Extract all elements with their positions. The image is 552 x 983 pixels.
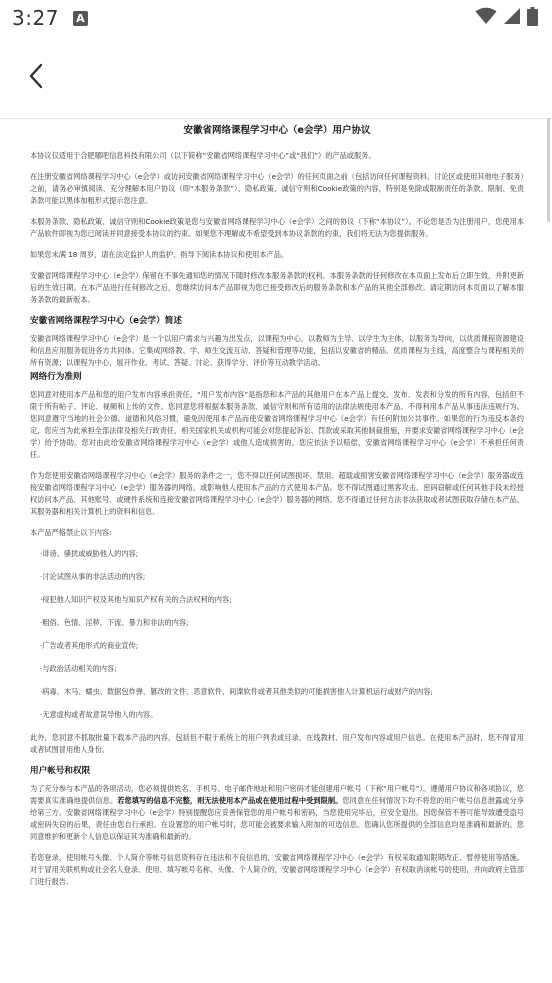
status-right xyxy=(475,7,538,30)
signal-icon xyxy=(503,7,521,29)
list-item: ·讨论试图从事的非法活动的内容; xyxy=(40,572,146,581)
list-item: ·诽谤、骚扰或威胁他人的内容; xyxy=(40,549,139,558)
paragraph-modification: 安徽省网络课程学习中心（e会学）保留在不事先通知您的情况下随时修改本服务条款的权利。本服务条款的任何修改在本页面上发布后立即生效，并附更新后的生效日期。在本产品进行任何修改之后，您继续访问本产品即视为您已接受修改后的服务条款和本产品的其他全部修改。请定期访问本页面以了解本服务条款的最新版本。 xyxy=(30,271,524,304)
prohibited-list xyxy=(30,548,524,721)
top-bar-divider xyxy=(0,118,552,119)
paragraph-scraping: 此外，您同意不抓取批量下载本产品的内容，包括但不限于系统上的用户列表或目录、在线教材、用户发布内容或用户信息。在使用本产品时，您不得冒用或者试图冒用他人身份。 xyxy=(30,733,524,754)
paragraph-intro: 安徽省网络课程学习中心（e会学）是一个以用户需求与兴趣为出发点，以课程为中心，以教师为主导、以学生为主体，以服务为导向，以优质课程资源建设和信息应用服务促进各方共同体。它集成网络教、学、师生交流互动、答疑和管理等功能，包括以安徽省的精品、优质课程为主线，高度整合与课程相关的所有资源；以课程为中心，展开作业、考试、答疑、讨论、获得学分、评价等互动教学活动。 xyxy=(30,334,524,367)
paragraph-account-info: 若您登录、使用帐号头像、个人简介等帐号信息资料存在违法和不良信息的，安徽省网络课程学习中心（e会学）有权采取通知限期改正、暂停使用等措施。对于冒用关联机构或社会名人登录、使用、填写帐号名称、头像、个人简介的，安徽省网络课程学习中心（e会学）有权取消该帐号的使用，并向政府主管部门进行报告。 xyxy=(30,853,524,886)
section-heading-account: 用户帐号和权限 xyxy=(30,766,91,776)
list-item: ·病毒、木马、蠕虫、数据包炸弹、篡改的文件、恶意软件、间谍软件或者其他类似的可能损害他人计算机运行或财产的内容; xyxy=(40,687,433,696)
status-left xyxy=(12,6,88,30)
list-item: ·侵犯他人知识产权及其他与知识产权有关的合法权利的内容; xyxy=(40,595,232,604)
status-time: 3:27 xyxy=(12,6,59,30)
paragraph-scope: 本协议仅适用于合肥哪吧信息科技有限公司（以下简称“安徽省网络课程学习中心”或“我们”）的产品或服务。 xyxy=(30,151,376,160)
paragraph-agreement-definition: 本服务条款、隐私政策、诚信守则和Cookie政策是您与安徽省网络课程学习中心（e会学）之间的协议（下称“本协议”）。不论您是否为注册用户，您使用本产品软件即视为您已阅读并同意接受本协议的约束。如果您不理解或不希望受到本协议条款的约束，我们将无法为您提供服务。 xyxy=(30,217,524,238)
paragraph-no-damage: 作为您使用安徽省网络课程学习中心（e会学）服务的条件之一，您不得以任何试图损坏、禁用、超载或损害安徽省网络课程学习中心（e会学）服务器或连接安徽省网络课程学习中心（e会学）服务器的网络，或影响他人使用本产品的方式使用本产品。您不得试图通过黑客攻击、密码窃解或任何其他手段未经授权访问本产品、其他账号、或硬件系统和连接安徽省网络课程学习中心（e会学）服务器的网络。您不得通过任何方法非法获取或者试图获取存储在本产品、其服务器和相关计算机上的资料和信息。 xyxy=(30,471,524,516)
paragraph-rules: 您同意对使用本产品和您的用户发布内容承担责任。“用户发布内容”是指您和本产品的其他用户在本产品上提交、发布、发表和分发的所有内容，包括但不限于所有帖子、评论、视频和上传的文件。您同意您将根据本服务条款、诚信守则和所有适用的法律法规使用本产品。不得利用本产品从事违法违规行为。您同意遵守当地的社会公德、道德和风俗习惯，避免因使用本产品而使安徽省网络课程学习中心（e会学）有任何附加公共事件。如果您的行为违反本条约定，您应当为此承担全部法律及相关行政责任，相关国家机关或机构可能会对您提起诉讼、罚款或采取其他制裁措施，并要求安徽省网络课程学习中心（e会学）给予协助。您对由此给安徽省网络课程学习中心（e会学）或他人造成损害的，您应依法予以赔偿，安徽省网络课程学习中心（e会学）不承担任何责任。 xyxy=(30,390,524,459)
paragraph-prohibited-intro: 本产品严格禁止以下内容: xyxy=(30,528,112,537)
list-item: ·粗俗、色情、淫秽、下流、暴力和非法的内容; xyxy=(40,618,189,627)
chevron-left-icon xyxy=(28,63,44,93)
account-text-pre: 为了充分参与本产品的各项活动，您必须提供姓名、手机号、电子邮件地址和用户密码才能创建用户帐号（下称“用户帐号”）。遵循用户协议和各项协议，您需要真实准确地提供信息。 xyxy=(30,784,524,805)
notification-a-icon: A xyxy=(73,11,88,26)
back-button[interactable] xyxy=(18,60,54,96)
section-heading-rules: 网络行为准则 xyxy=(30,372,82,382)
account-text-bold: 若您填写的信息不完整，则无法使用本产品或在使用过程中受到限制。 xyxy=(117,796,343,805)
status-bar xyxy=(0,0,552,36)
paragraph-account xyxy=(30,783,524,843)
top-app-bar xyxy=(0,36,552,120)
scrollbar-thumb[interactable] xyxy=(547,118,550,222)
paragraph-read-carefully: 在注册安徽省网络课程学习中心（e会学）或访问安徽省网络课程学习中心（e会学）的任何页面之前（包括访问任何课程资料、讨论区或使用其他电子服务）之前，请务必审慎阅读、充分理解本用户协议（即“本服务条款”）、隐私政策、诚信守则和Cookie政策的内容，特别是免除或限制责任的条款、限制、免责条款可能以黑体加粗形式提示您注意。 xyxy=(30,172,525,205)
wifi-icon xyxy=(475,7,497,29)
list-item: ·与政治活动相关的内容; xyxy=(40,664,117,673)
section-heading-intro: 安徽省网络课程学习中心（e会学）简述 xyxy=(30,316,182,326)
list-item: ·无意虚构或者故意误导他人的内容。 xyxy=(40,710,158,719)
account-text-post: 您同意在任何情况下均不将您的用户帐号信息泄露或分享给第三方。安徽省网络课程学习中心（e会学）特别提醒您应妥善保管您的用户帐号和密码，当您使用完毕后，应安全退出。因您保管不善可能导致遭受盗号或密码失窃的后果，责任由您自行承担。在设置您的用户帐号时，您可能会被要求输入附加的可选信息。您确认您所提供的全部信息均是准确和最新的。您同意维护和更新个人信息以保证其为准确和最新的。 xyxy=(30,796,524,841)
page-title: 安徽省网络课程学习中心（e会学）用户协议 xyxy=(183,125,371,136)
paragraph-minors: 如果您未满 18 周岁，请在法定监护人的监护、指导下阅读本协议和使用本产品。 xyxy=(30,250,289,259)
scrollbar[interactable] xyxy=(546,118,550,978)
list-item: ·广告或者其他形式的商业宣传; xyxy=(40,641,139,650)
battery-icon xyxy=(527,7,538,30)
agreement-content[interactable] xyxy=(30,124,524,897)
